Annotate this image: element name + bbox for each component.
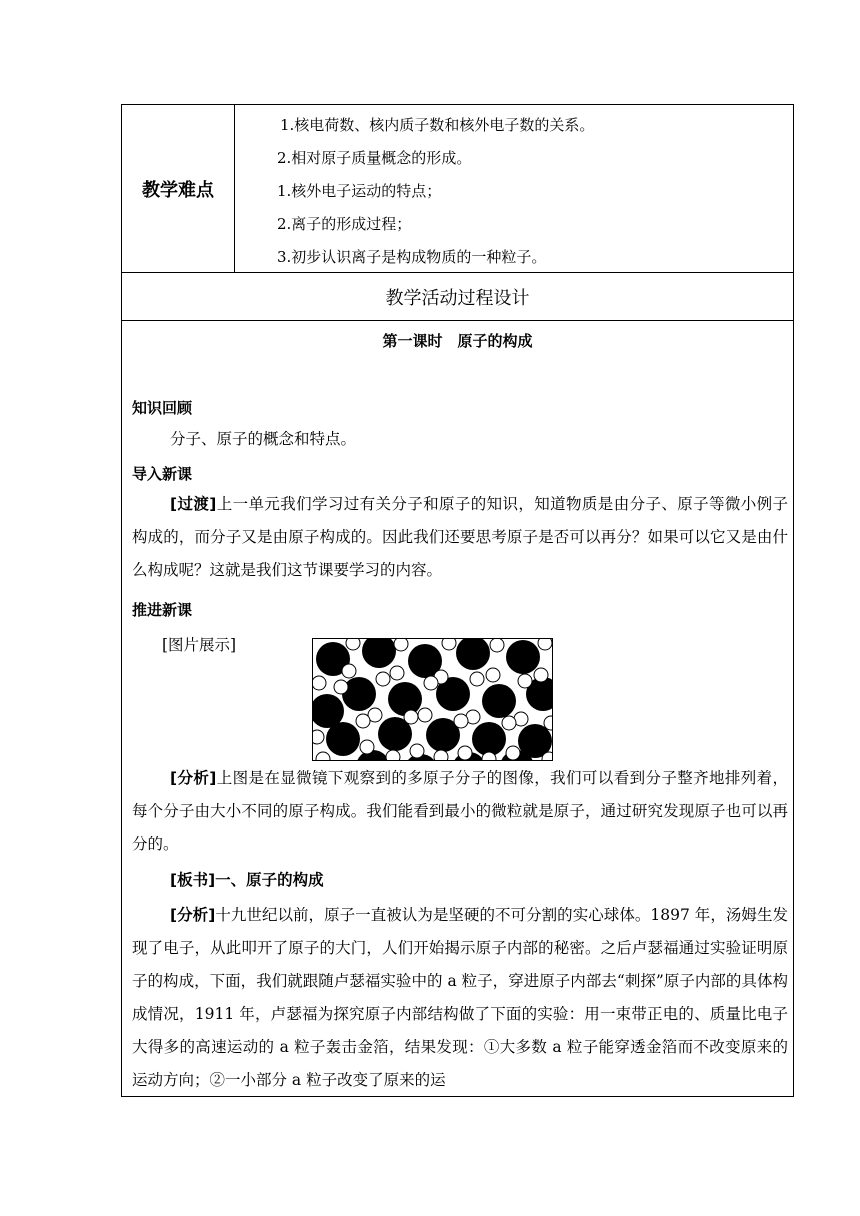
review-heading: 知识回顾 bbox=[132, 399, 193, 417]
small-atom bbox=[404, 710, 418, 724]
difficulty-item: 1.核外电子运动的特点； bbox=[277, 182, 442, 200]
analysis-text: 十九世纪以前，原子一直被认为是坚硬的不可分割的实心球体。1897 年，汤姆生发现了电子，从此叩开了原子的大门，人们开始揭示原子内部的秘密。之后卢瑟福通过实验证明原子的构成，下面，我们就跟随卢瑟福实验中的 a 粒子，穿进原子内部去“刺探”原子内部的具体构成情况，1911 年，卢瑟福为探究原子内部结构做了下面的实验：用一束带正电的、质量比电子大得多的高速运动的 a 粒子轰击金箔，结果发现：①大多数 a 粒子能穿透金箔而不改变原来的运动方向；②一小部分 a 粒子改变了原来的运 bbox=[132, 906, 788, 1089]
difficulty-item: 2.离子的形成过程； bbox=[277, 215, 412, 233]
large-atom bbox=[362, 639, 396, 668]
molecule-atoms-graphic bbox=[313, 639, 553, 761]
small-atom bbox=[386, 750, 400, 761]
difficulty-item: 2.相对原子质量概念的形成。 bbox=[277, 149, 472, 167]
small-atom bbox=[490, 639, 504, 652]
large-atom bbox=[456, 639, 490, 670]
small-atom bbox=[442, 639, 456, 650]
large-atom bbox=[482, 684, 516, 718]
small-atom bbox=[360, 740, 374, 754]
small-atom bbox=[486, 668, 500, 682]
small-atom bbox=[346, 639, 360, 650]
small-atom bbox=[313, 730, 324, 744]
transition-tag: [过渡] bbox=[170, 495, 217, 513]
lesson-title: 第一课时 原子的构成 bbox=[382, 332, 533, 350]
large-atom bbox=[472, 722, 506, 756]
small-atom bbox=[410, 744, 424, 758]
board-text: 一、原子的构成 bbox=[215, 871, 324, 889]
small-atom bbox=[534, 668, 548, 682]
small-atom bbox=[454, 714, 468, 728]
small-atom bbox=[502, 716, 516, 730]
small-atom bbox=[342, 664, 356, 678]
small-atom bbox=[394, 639, 408, 651]
large-atom bbox=[326, 722, 360, 756]
difficulty-item: 1.核电荷数、核内质子数和核外电子数的关系。 bbox=[280, 116, 595, 134]
small-atom bbox=[538, 639, 552, 650]
small-atom bbox=[482, 752, 496, 761]
analysis-paragraph-2 bbox=[132, 899, 788, 1097]
analysis-text: 上图是在显微镜下观察到的多原子分子的图像，我们可以看到分子整齐地排列着，每个分子由大小不同的原子构成。我们能看到最小的微粒就是原子，通过研究发现原子也可以再分的。 bbox=[132, 769, 788, 853]
small-atom bbox=[390, 666, 404, 680]
intro-text: 上一单元我们学习过有关分子和原子的知识，知道物质是由分子、原子等微小例子构成的，而分子又是由原子构成的。因此我们还要思考原子是否可以再分？如果可以它又是由什么构成呢？这就是我们这节课要学习的内容。 bbox=[132, 495, 788, 579]
molecule-image bbox=[312, 638, 553, 761]
small-atom bbox=[316, 752, 330, 761]
intro-heading: 导入新课 bbox=[132, 465, 193, 483]
large-atom bbox=[506, 640, 540, 674]
small-atom bbox=[434, 750, 448, 761]
section-title: 教学活动过程设计 bbox=[122, 273, 793, 321]
lesson-table bbox=[121, 104, 794, 1097]
board-paragraph bbox=[132, 864, 788, 897]
small-atom bbox=[470, 672, 484, 686]
small-atom bbox=[376, 672, 390, 686]
small-atom bbox=[544, 716, 553, 730]
large-atom bbox=[388, 682, 422, 716]
analysis-tag: [分析] bbox=[170, 906, 216, 924]
board-tag: [板书] bbox=[170, 871, 216, 889]
difficulties-row bbox=[122, 105, 793, 273]
small-atom bbox=[334, 680, 348, 694]
small-atom bbox=[356, 714, 370, 728]
advance-heading: 推进新课 bbox=[132, 601, 193, 619]
analysis-paragraph-1 bbox=[132, 762, 788, 861]
intro-paragraph bbox=[132, 488, 788, 587]
large-atom bbox=[356, 750, 390, 761]
difficulty-item: 3.初步认识离子是构成物质的一种粒子。 bbox=[277, 248, 547, 266]
difficulties-label: 教学难点 bbox=[122, 105, 235, 272]
small-atom bbox=[506, 746, 520, 760]
small-atom bbox=[458, 746, 472, 760]
analysis-tag: [分析] bbox=[170, 769, 217, 787]
review-text: 分子、原子的概念和特点。 bbox=[170, 430, 357, 448]
large-atom bbox=[342, 677, 376, 711]
image-label: [图片展示] bbox=[162, 636, 237, 654]
small-atom bbox=[424, 676, 438, 690]
small-atom bbox=[418, 708, 432, 722]
small-atom bbox=[313, 676, 326, 690]
small-atom bbox=[518, 674, 532, 688]
